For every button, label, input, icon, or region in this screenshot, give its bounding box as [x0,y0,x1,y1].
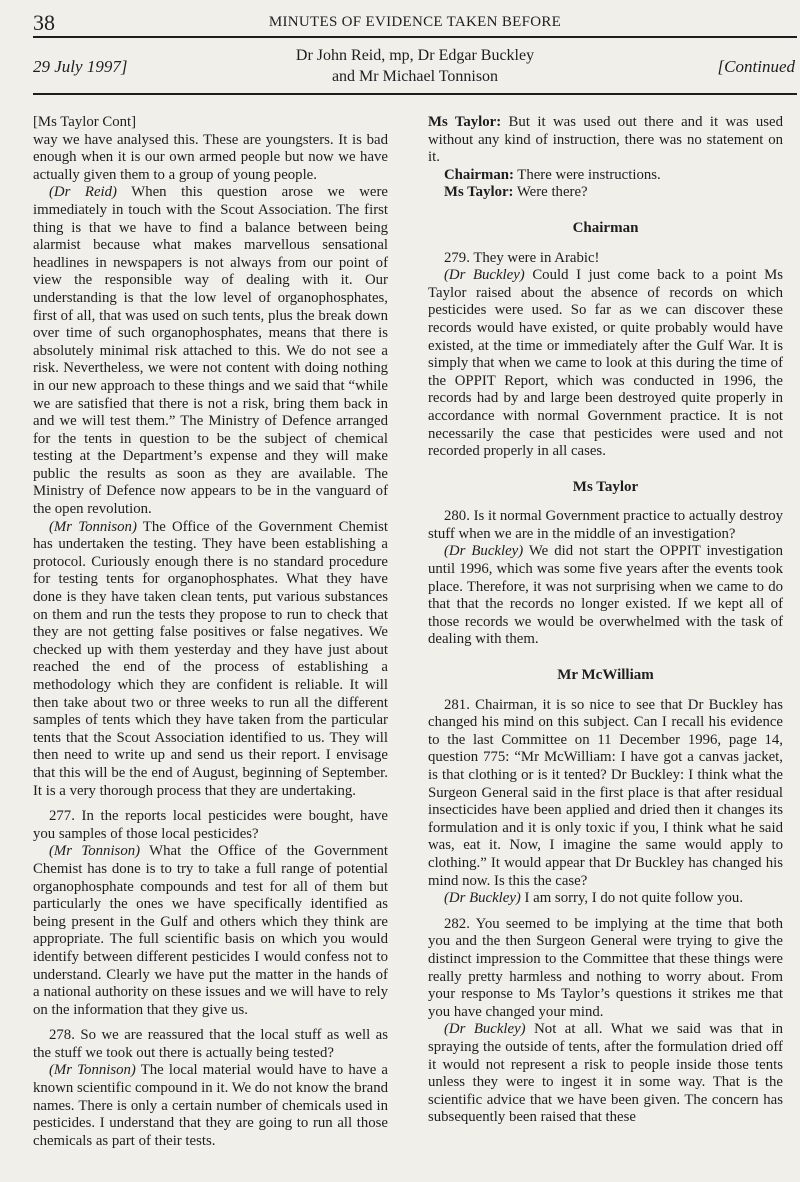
question-text: But it was used out there and it was used without any kind of instruction, there was no statement on it. [428,114,784,166]
speaker: (Dr Buckley) [444,890,521,907]
section-heading: Chairman [572,219,639,236]
speaker: (Dr Reid) [49,184,117,201]
paragraph [428,543,783,649]
question-279: 279. They were in Arabic! [444,249,600,266]
question-280: 280. Is it normal Government practice to actually destroy stuff when we are in the middle of an investigation? [428,508,783,542]
speaker: (Dr Buckley) [444,543,524,560]
right-column [428,114,783,1127]
witnesses [33,45,797,87]
witnesses-line-1: Dr John Reid, mp, Dr Edgar Buckley [295,47,535,64]
answer-text: We did not start the OPPIT investigation until 1996, which was some five years after the events took place. Therefore, it was not surprising when we came to do that that the records no longer existed. If we kept all of those records we would be overwhelmed with the task of dealing with them. [428,543,783,648]
speaker: Ms Taylor: [444,184,514,201]
paragraph [428,114,783,167]
speaker: (Mr Tonnison) [49,518,137,535]
top-bar [33,10,797,34]
question-text: Were there? [513,184,588,201]
speaker: (Dr Buckley) [444,1021,526,1038]
witnesses-line-2: and Mr Michael Tonnison [331,68,499,85]
paragraph [33,519,388,801]
page-number: 38 [33,10,55,35]
sitting-header [33,43,797,89]
section-heading: Ms Taylor [572,478,639,495]
answer-text: What the Office of the Government Chemist has done is to try to take a full range of potential organophosphate compounds and test for all of them but particularly the ones we have specifically identified as being present in the Gulf and others which they think are appropriate. The full scientific basis on which you would identify between different pesticides I would confess not to understand. Clearly we have put the matter in the hands of a national authority on these issues and we will have to rely on the information that they give us. [33,843,388,1018]
answer-text: When this question arose we were immediately in touch with the Scout Association. The first thing is that we have to find a balance between being alarmist because what makes marvellous sensational headlines in newspapers is not always from our point of view the responsible way of dealing with it. Our understanding is that the low level of organophosphates, first of all, that was used on such tents, plus the break down over time of such organophosphates, means that there is absolutely minimal risk attached to this. We do not see a risk. Nevertheless, we were not content with doing nothing in our new approach to these things and we said that “while we are satisfied that there is not a risk, bring them back in and we will test them.” The Ministry of Defence arranged for the tents in question to be the subject of chemical testing at the Department’s expense and they will make public the results as soon as they are available. The Ministry of Defence now appears to be in the vanguard of the open revolution. [33,184,388,518]
section-heading: Mr McWilliam [557,667,654,684]
continued-label: [Continued [717,57,795,76]
answer-text: Could I just come back to a point Ms Taylor raised about the absence of records on which pesticides were used. So far as we can discover these records would have existed, or quite probably would have existed, at the time or immediately after the Gulf War. It is simply that when we came to look at this during the time of the OPPIT Report, which was conducted in 1996, the records had by and large been destroyed quite properly in accordance with normal Government practice. It is not necessarily the case that pesticides were used and not recorded properly in all cases. [428,267,783,460]
speaker: (Mr Tonnison) [49,843,141,860]
paragraph [428,1021,783,1127]
answer-text: The local material would have to have a known scientific compound in it. We do not know the brand names. There is only a certain number of chemicals used in pesticides. I understand that they are going to run all those chemicals as part of their tests. [33,1062,389,1149]
paragraph [428,890,783,908]
paragraph: way we have analysed this. These are youngsters. It is bad enough when it is our own armed people but now we have actually given them to a group of young people. [33,131,388,183]
paragraph [428,267,783,461]
sitting-date: 29 July 1997] [33,57,128,76]
question-282: 282. You seemed to be implying at the time that both you and the then Surgeon General were trying to give the distinct impression to the Committee that these things were really pretty harmless and nothing to worry about. From your response to Ms Taylor’s questions it strikes me that you have changed your mind. [428,915,783,1020]
header-rule-bottom [33,93,797,95]
question-281: 281. Chairman, it is so nice to see that Dr Buckley has changed his mind on this subject. Can I recall his evidence to the last Committee on 11 December 1996, page 14, question 775: “Mr McWilliam: I have got a canvas jacket, is that clothing or is it tented? Dr Buckley: I think what the Surgeon General said in the first place is that after residual insecticides have been applied and dried then it changes its formulation and it is only toxic if you, I think what he said was, eat it. Now, I imagine the same would apply to clothing.” It would appear that Dr Buckley has changed his mind now. Is this the case? [428,696,783,889]
speaker: (Dr Buckley) [444,267,525,284]
question-278: 278. So we are reassured that the local stuff as well as the stuff we took out there is actually being tested? [33,1027,388,1061]
speaker: Ms Taylor: [428,114,502,130]
paragraph [428,184,783,202]
speaker: (Mr Tonnison) [49,1062,136,1079]
answer-text: Not at all. What we said was that in spraying the outside of tents, after the formulation dried off it would not represent a risk to people inside those tents unless they were to ingest it in some way. That is the scientific advice that we have been given. The concern has subsequently been raised that these [428,1021,783,1126]
header-rule-top [33,36,797,38]
running-title: MINUTES OF EVIDENCE TAKEN BEFORE [268,14,562,30]
answer-text: The Office of the Government Chemist has undertaken the testing. They have been establishing a protocol. Curiously enough there is no standard procedure for testing tents for organophosphates. What they have done is they have taken clean tents, put various substances on them and run the tests they propose to run to check that they are not getting false positives or false negatives. We checked up with them yesterday and they have just about reached the end of the process of establishing a methodology which they are confident is reliable. It will then take about two or three weeks to run all the different samples of tents which they have taken from the particular tents that the Scout Association identified to us. They will then need to write up and send us their report. I envisage that this will be the end of August, beginning of September. It is a very thorough process that they are undertaking. [33,518,388,799]
answer-text: I am sorry, I do not quite follow you. [520,890,744,907]
paragraph [33,184,388,518]
speaker-continued: [Ms Taylor Cont] [33,114,137,130]
paragraph [428,167,783,185]
question-text: There were instructions. [513,166,661,183]
left-column [33,114,388,1150]
question-277: 277. In the reports local pesticides were bought, have you samples of those local pesticides? [33,808,388,842]
speaker: Chairman: [444,166,514,183]
paragraph [33,843,388,1019]
paragraph [33,1062,388,1150]
